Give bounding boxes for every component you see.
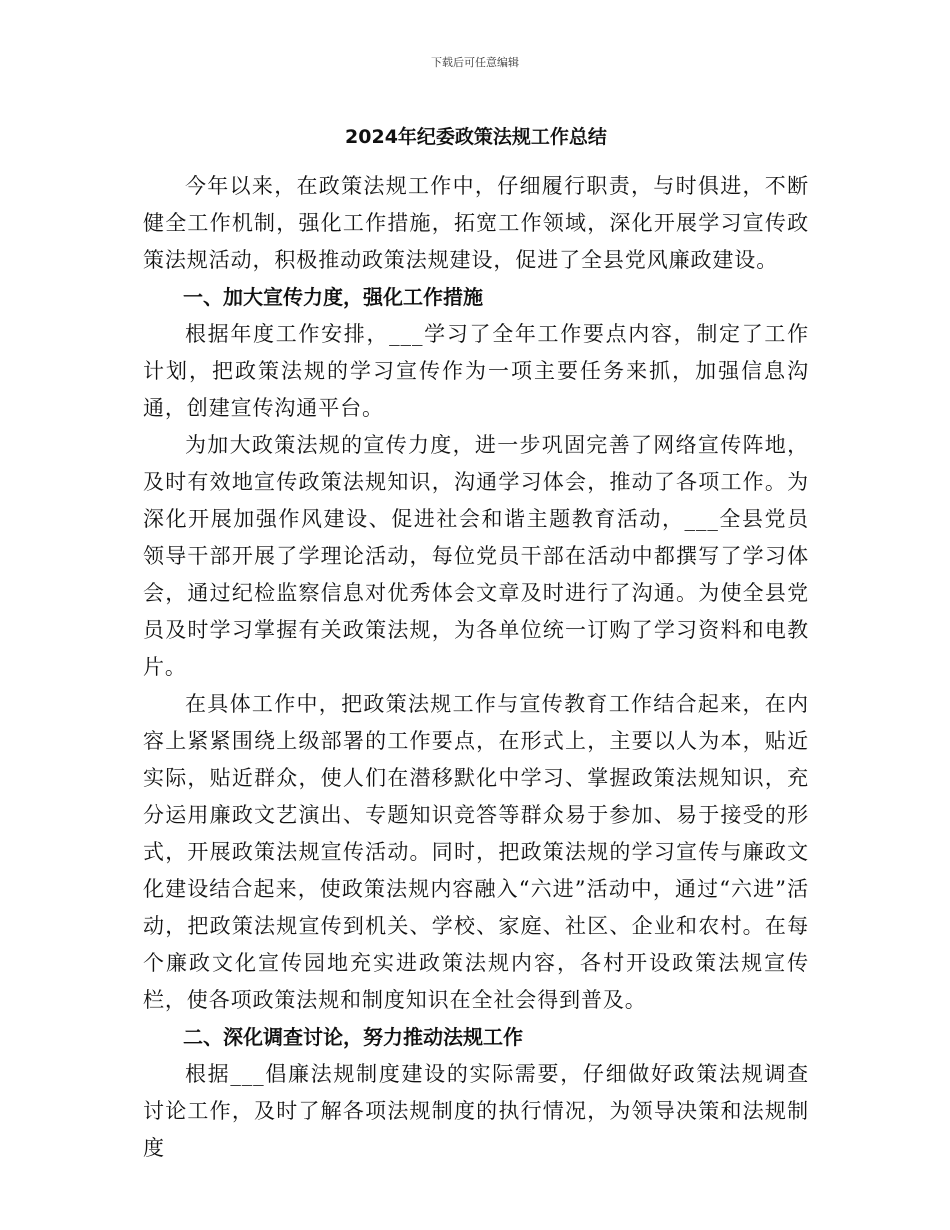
section-1-paragraph-2: 为加大政策法规的宣传力度，进一步巩固完善了网络宣传阵地，及时有效地宣传政策法规知识，沟通学习体会，推动了各项工作。为深化开展加强作风建设、促进社会和谐主题教育活动，___全县党员领导干部开展了学理论活动，每位党员干部在活动中都撰写了学习体会，通过纪检监察信息对优秀体会文章及时进行了沟通。为使全县党员及时学习掌握有关政策法规，为各单位统一订购了学习资料和电教片。	[143, 433, 809, 679]
section-1-paragraph-1: 根据年度工作安排，___学习了全年工作要点内容，制定了工作计划，把政策法规的学习宣传作为一项主要任务来抓，加强信息沟通，创建宣传沟通平台。	[143, 322, 809, 420]
section-2-paragraph-1: 根据___倡廉法规制度建设的实际需要，仔细做好政策法规调查讨论工作，及时了解各项法规制度的执行情况，为领导决策和法规制度	[143, 1062, 809, 1160]
document-body	[143, 120, 809, 1167]
section-1-paragraph-3: 在具体工作中，把政策法规工作与宣传教育工作结合起来，在内容上紧紧围绕上级部署的工作要点，在形式上，主要以人为本，贴近实际，贴近群众，使人们在潜移默化中学习、掌握政策法规知识，充分运用廉政文艺演出、专题知识竞答等群众易于参加、易于接受的形式，开展政策法规宣传活动。同时，把政策法规的学习宣传与廉政文化建设结合起来，使政策法规内容融入“六进”活动中，通过“六进”活动，把政策法规宣传到机关、学校、家庭、社区、企业和农村。在每个廉政文化宣传园地充实进政策法规内容，各村开设政策法规宣传栏，使各项政策法规和制度知识在全社会得到普及。	[143, 692, 809, 1012]
document-title: 2024年纪委政策法规工作总结	[345, 126, 607, 148]
section-2-heading: 二、深化调查讨论，努力推动法规工作	[183, 1025, 523, 1049]
page-header-note: 下载后可任意编辑	[431, 56, 519, 69]
intro-paragraph: 今年以来，在政策法规工作中，仔细履行职责，与时俱进，不断健全工作机制，强化工作措施，拓宽工作领域，深化开展学习宣传政策法规活动，积极推动政策法规建设，促进了全县党风廉政建设。	[143, 174, 809, 272]
section-1-heading: 一、加大宣传力度，强化工作措施	[183, 285, 483, 309]
